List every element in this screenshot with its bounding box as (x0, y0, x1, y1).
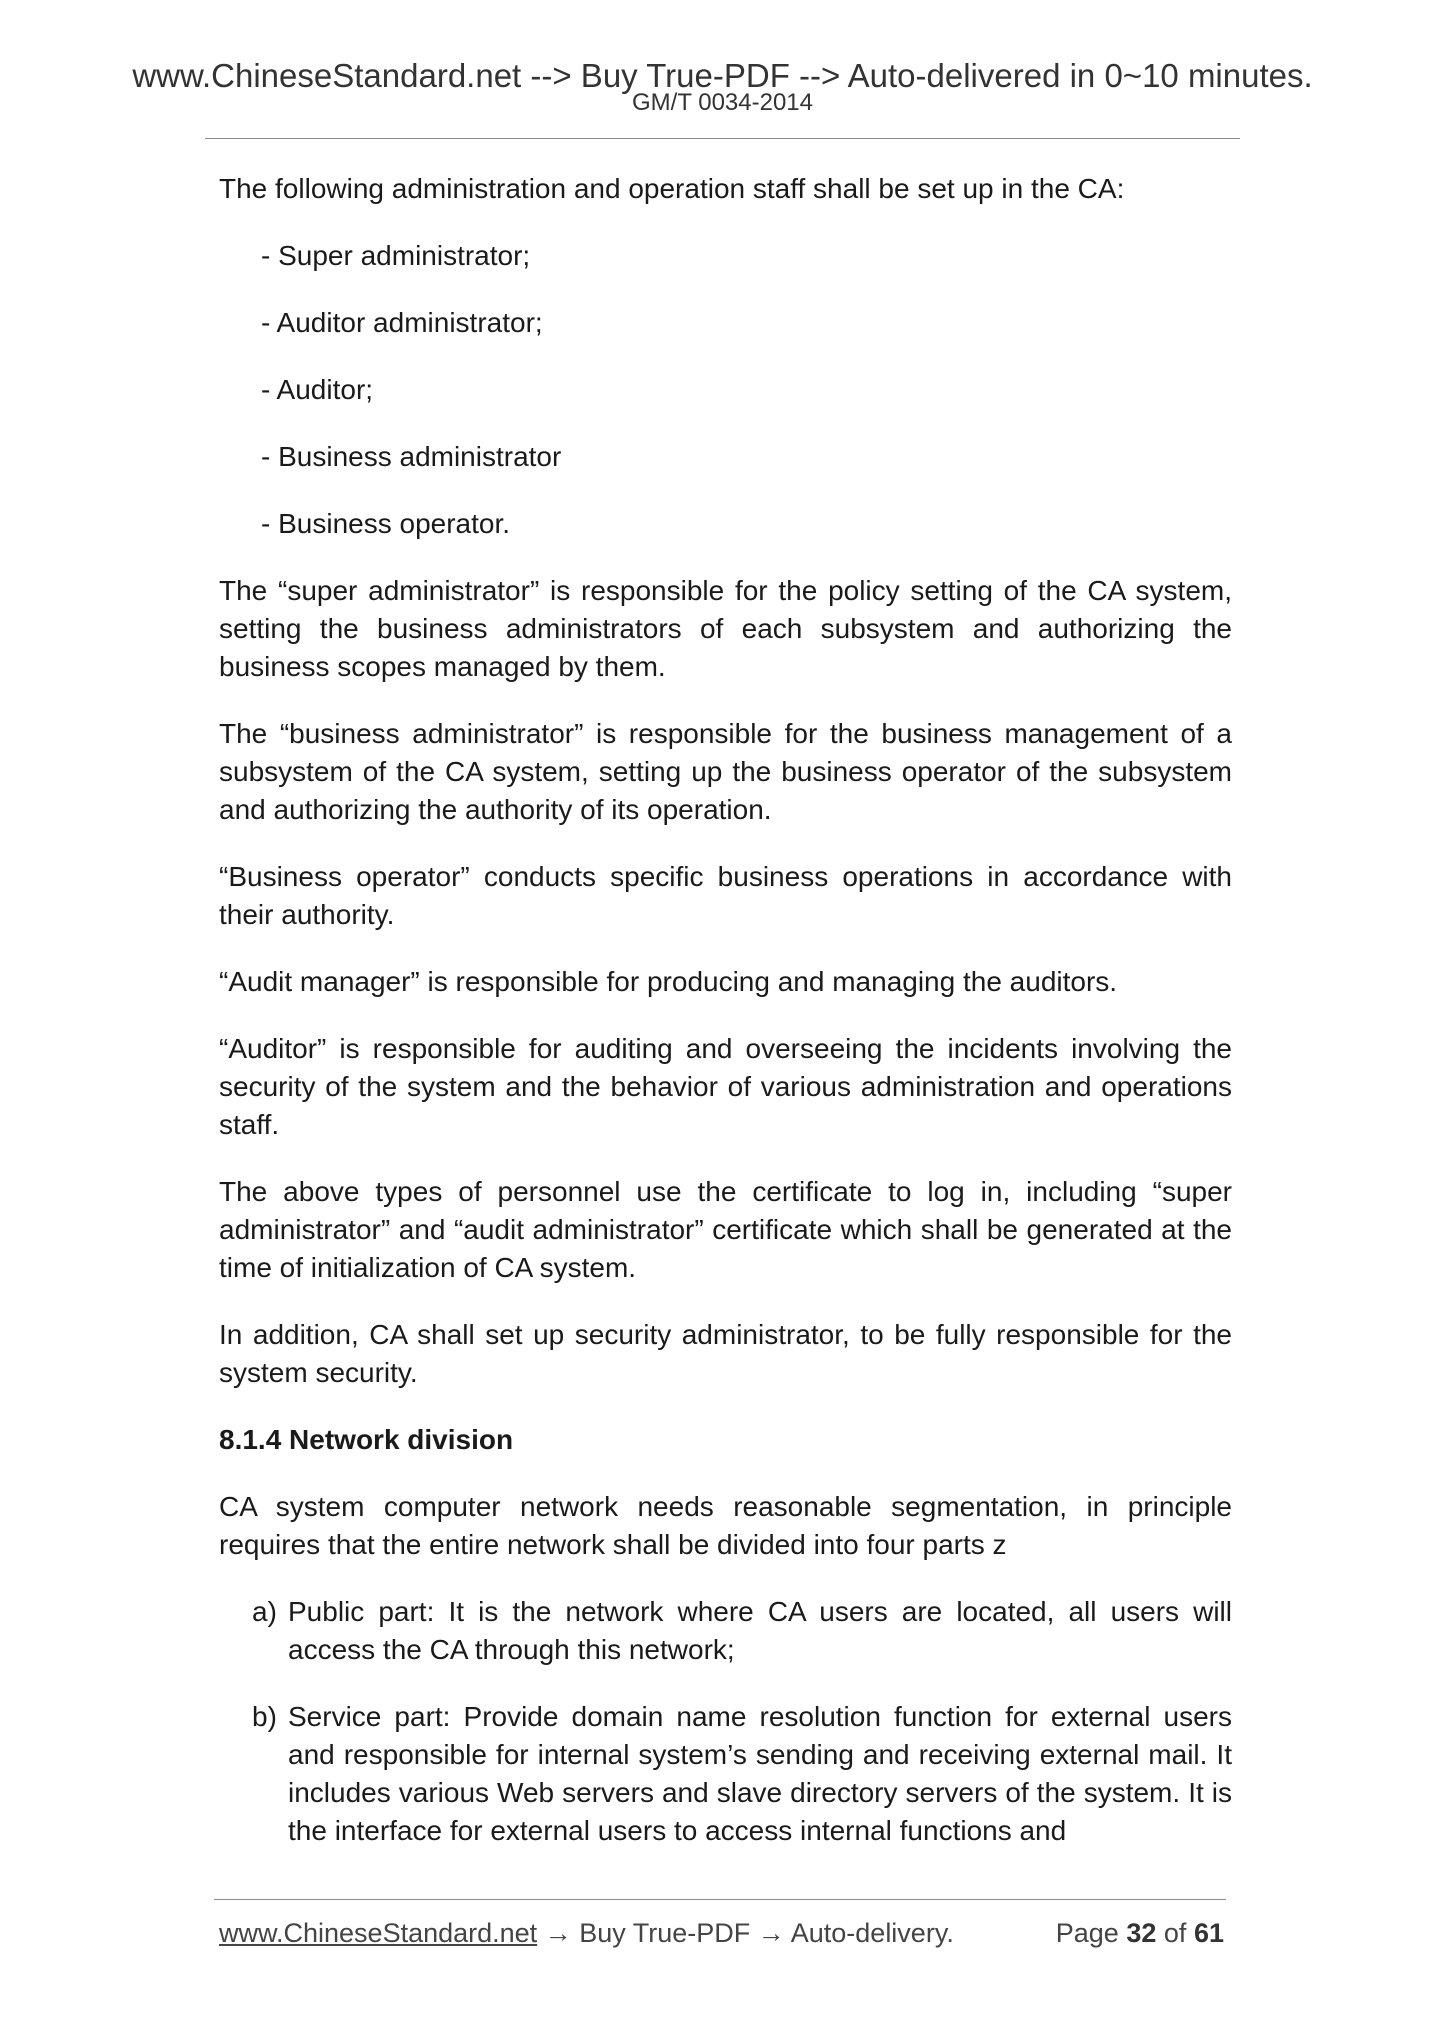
footer-tagline: → Buy True-PDF → Auto-delivery. (537, 1918, 954, 1948)
list-item-text: Public part: It is the network where CA users are located, all users will access the CA through this network; (288, 1596, 1232, 1665)
paragraph: “Auditor” is responsible for auditing and overseeing the incidents involving the security of the system and the behavior of various administration and operations staff. (219, 1033, 1232, 1140)
list-item: - Super administrator; (261, 240, 531, 271)
paragraph: “Business operator” conducts specific business operations in accordance with their authority. (219, 861, 1232, 930)
section-intro: CA system computer network needs reasonable segmentation, in principle requires that the entire network shall be divided into four parts z (219, 1491, 1232, 1560)
staff-list (219, 237, 1232, 543)
page-indicator (1056, 1916, 1224, 1950)
paragraph: In addition, CA shall set up security administrator, to be fully responsible for the system security. (219, 1319, 1232, 1388)
list-item: - Auditor administrator; (261, 307, 543, 338)
list-item-text: Service part: Provide domain name resolution function for external users and responsible for internal system’s sending and receiving external mail. It includes various Web servers and slave directory servers of the system. It is the interface for external users to access internal functions and (288, 1701, 1232, 1846)
list-item: - Business administrator (261, 441, 562, 472)
list-item (219, 1593, 1232, 1669)
footer-link[interactable]: www.ChineseStandard.net (219, 1918, 538, 1948)
list-item (219, 1698, 1232, 1850)
page-body (219, 170, 1232, 1879)
header-banner: www.ChineseStandard.net --> Buy True-PDF --> Auto-delivered in 0~10 minutes. (132, 57, 1313, 94)
page-label: Page (1055, 1918, 1119, 1948)
list-item: - Business operator. (261, 508, 511, 539)
paragraph: The “business administrator” is responsible for the business management of a subsystem of the CA system, setting up the business operator of the subsystem and authorizing the authority of its operation. (219, 718, 1232, 825)
page-number: 32 (1126, 1918, 1157, 1948)
page-total: 61 (1193, 1918, 1224, 1948)
footer-divider (214, 1899, 1226, 1900)
page-footer (219, 1916, 1224, 1950)
paragraph: The above types of personnel use the certificate to log in, including “super administrator” and “audit administrator” certificate which shall be generated at the time of initialization of CA system. (219, 1176, 1232, 1283)
intro-paragraph: The following administration and operation staff shall be set up in the CA: (219, 173, 1125, 204)
list-item: - Auditor; (261, 374, 374, 405)
section-heading: 8.1.4 Network division (219, 1424, 514, 1455)
paragraph: The “super administrator” is responsible for the policy setting of the CA system, setting the business administrators of each subsystem and authorizing the business scopes managed by them. (219, 575, 1232, 682)
of-label: of (1163, 1918, 1187, 1948)
header-divider (205, 138, 1240, 139)
list-marker: b) (252, 1701, 277, 1732)
list-marker: a) (252, 1596, 277, 1627)
paragraph: “Audit manager” is responsible for producing and managing the auditors. (219, 966, 1118, 997)
standard-code: GM/T 0034-2014 (632, 89, 813, 116)
